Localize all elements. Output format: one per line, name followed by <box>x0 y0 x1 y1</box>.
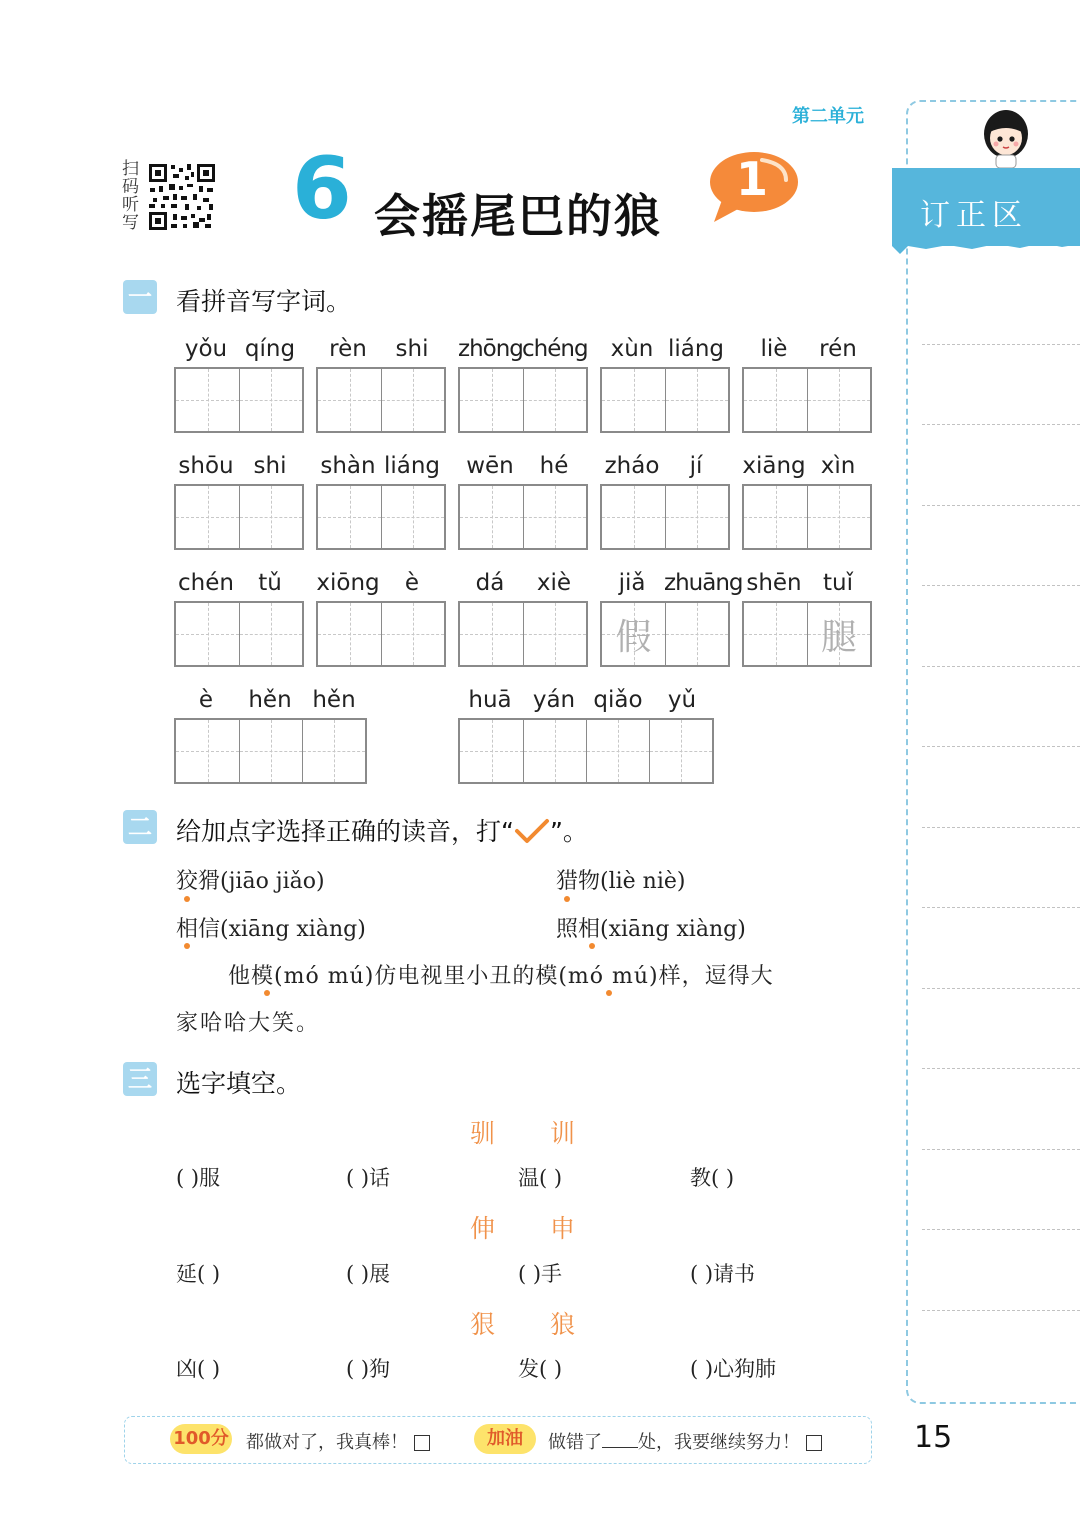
error-count-text <box>548 1428 822 1454</box>
pinyin-label: xiè <box>536 570 572 596</box>
pinyin-label: zhuāng <box>664 570 743 596</box>
correction-line <box>922 1229 1080 1230</box>
writing-grid[interactable] <box>600 484 730 550</box>
reading-item <box>176 864 325 895</box>
self-check-box[interactable] <box>806 1435 822 1451</box>
correction-line <box>922 1149 1080 1150</box>
qr-code-icon[interactable] <box>147 162 217 232</box>
girl-mascot-icon <box>978 106 1034 170</box>
pinyin-label: shēn <box>746 570 802 596</box>
lesson-part-bubble <box>704 148 800 224</box>
pinyin-label: tuǐ <box>823 570 853 596</box>
writing-grid[interactable] <box>316 367 446 433</box>
correction-line <box>922 344 1080 345</box>
section-2-title-end: ”。 <box>549 817 588 846</box>
fill-blank[interactable]: ( )手 <box>518 1262 563 1286</box>
pinyin-label: shi <box>253 453 287 479</box>
pinyin-label: rèn <box>329 336 367 362</box>
reading-word: 狡猾 <box>176 869 221 894</box>
pinyin-label: hěn <box>248 687 292 713</box>
pinyin-label: rén <box>819 336 857 362</box>
fill-blank[interactable]: ( )请书 <box>690 1262 756 1286</box>
banner-torn-edge <box>892 238 1080 254</box>
error-label-end: 处，我要继续努力！ <box>638 1432 800 1453</box>
error-count-blank[interactable] <box>602 1447 638 1448</box>
reading-sentence <box>228 959 774 990</box>
writing-grid[interactable] <box>174 601 304 667</box>
error-label-start: 做错了 <box>548 1432 602 1453</box>
correction-line <box>922 1310 1080 1311</box>
fill-blank[interactable]: ( )心狗肺 <box>690 1357 777 1381</box>
writing-grid[interactable] <box>174 367 304 433</box>
choice-character: 狠 <box>470 1310 496 1339</box>
section-3-title: 选字填空。 <box>176 1069 302 1098</box>
reading-options[interactable]: (liè niè) <box>600 869 686 894</box>
emphasis-dot <box>184 896 190 902</box>
section-3-icon: 三 <box>123 1062 157 1096</box>
keep-going-badge: 加油 <box>474 1424 536 1454</box>
reading-item <box>556 912 746 943</box>
pinyin-label: è <box>198 687 214 713</box>
fill-blank[interactable]: 发( ) <box>518 1357 563 1381</box>
correction-line <box>922 1068 1080 1069</box>
writing-grid[interactable] <box>600 601 730 667</box>
reading-word: 猎物 <box>556 869 601 894</box>
choice-character: 驯 <box>470 1119 496 1148</box>
checkmark-icon <box>514 818 550 844</box>
section-2-title <box>176 812 588 848</box>
section-1-icon: 一 <box>123 280 157 314</box>
pinyin-label: wēn <box>466 453 514 479</box>
fill-blank[interactable]: ( )服 <box>176 1166 221 1190</box>
pinyin-label: yán <box>532 687 576 713</box>
reading-options[interactable]: (mó mú) <box>274 964 375 989</box>
lesson-number: 6 <box>292 139 352 239</box>
writing-grid[interactable] <box>742 367 872 433</box>
writing-grid[interactable] <box>458 718 714 784</box>
pinyin-label: yǔ <box>667 687 697 713</box>
fill-blank[interactable]: 教( ) <box>690 1166 735 1190</box>
pinyin-label: è <box>404 570 420 596</box>
self-check-text <box>246 1428 430 1454</box>
pinyin-label: xiāng <box>742 453 806 479</box>
pinyin-label: hěn <box>312 687 356 713</box>
pinyin-label: jiǎ <box>618 570 646 596</box>
correction-line <box>922 907 1080 908</box>
pinyin-label: liè <box>760 336 788 362</box>
fill-blank[interactable]: 凶( ) <box>176 1357 221 1381</box>
pinyin-label: shōu <box>178 453 234 479</box>
page-number: 15 <box>914 1420 953 1455</box>
pinyin-label: xiōng <box>316 570 380 596</box>
correction-line <box>922 424 1080 425</box>
full-score-badge: 100分 <box>170 1424 232 1454</box>
sentence-line-2: 家哈哈大笑。 <box>176 1011 321 1036</box>
writing-grid[interactable] <box>316 484 446 550</box>
self-check-label: 都做对了，我真棒！ <box>246 1432 408 1453</box>
fill-blank[interactable]: ( )展 <box>346 1262 391 1286</box>
correction-title: 订正区 <box>920 198 1028 233</box>
pinyin-label: shàn <box>320 453 376 479</box>
correction-line <box>922 505 1080 506</box>
lesson-part-number: 1 <box>736 152 769 206</box>
qr-caption: 扫码听写 <box>122 159 139 233</box>
emphasis-dot <box>564 896 570 902</box>
correction-line <box>922 666 1080 667</box>
writing-grid[interactable] <box>600 367 730 433</box>
pinyin-label: qiǎo <box>593 687 643 713</box>
writing-grid[interactable] <box>458 601 588 667</box>
section-2-icon: 二 <box>123 810 157 844</box>
reading-word: 照相 <box>556 917 601 942</box>
writing-grid[interactable] <box>174 484 304 550</box>
correction-line <box>922 585 1080 586</box>
reading-options[interactable]: (xiāng xiàng) <box>600 917 746 942</box>
choice-character: 狼 <box>550 1310 576 1339</box>
writing-grid[interactable] <box>316 601 446 667</box>
writing-grid[interactable] <box>742 601 872 667</box>
reading-options[interactable]: (mó mú) <box>558 964 659 989</box>
pinyin-label: zháo <box>604 453 660 479</box>
hint-character: 腿 <box>820 616 857 658</box>
fill-blank[interactable]: ( )狗 <box>346 1357 391 1381</box>
self-check-box[interactable] <box>414 1435 430 1451</box>
reading-options[interactable]: (xiāng xiàng) <box>220 917 366 942</box>
sentence-part: 样，逗得大 <box>658 964 774 989</box>
emphasis-dot <box>589 943 595 949</box>
choice-character: 申 <box>550 1214 576 1243</box>
pinyin-label: liáng <box>667 336 725 362</box>
pinyin-label: tǔ <box>258 570 282 596</box>
correction-line <box>922 827 1080 828</box>
reading-item <box>176 912 366 943</box>
correction-line <box>922 988 1080 989</box>
pinyin-label: hé <box>539 453 569 479</box>
hint-character: 假 <box>615 616 652 658</box>
fill-blank[interactable]: ( )话 <box>346 1166 391 1190</box>
pinyin-label: xùn <box>610 336 654 362</box>
pinyin-label: liáng <box>383 453 441 479</box>
writing-grid[interactable] <box>458 484 588 550</box>
unit-label: 第二单元 <box>792 106 864 127</box>
pinyin-label: jí <box>689 453 703 479</box>
emphasis-dot <box>184 943 190 949</box>
sentence-part: 他模 <box>228 964 275 989</box>
emphasis-dot <box>264 990 270 996</box>
fill-blank[interactable]: 温( ) <box>518 1166 563 1190</box>
pinyin-label: huā <box>468 687 512 713</box>
section-1-title: 看拼音写字词。 <box>176 287 352 316</box>
choice-character: 训 <box>550 1119 576 1148</box>
pinyin-label: chéng <box>522 336 588 362</box>
writing-grid[interactable] <box>458 367 588 433</box>
pinyin-label: dá <box>475 570 505 596</box>
pinyin-label: zhōng <box>458 336 523 362</box>
emphasis-dot <box>606 990 612 996</box>
pinyin-label: qíng <box>244 336 296 362</box>
correction-line <box>922 746 1080 747</box>
choice-character: 伸 <box>470 1214 496 1243</box>
reading-word: 相信 <box>176 917 221 942</box>
section-2-title-text: 给加点字选择正确的读音，打“ <box>176 817 514 846</box>
pinyin-label: xìn <box>820 453 856 479</box>
pinyin-label: shi <box>395 336 429 362</box>
sentence-part: 仿电视里小丑的模 <box>374 964 559 989</box>
writing-grid[interactable] <box>174 718 367 784</box>
correction-area[interactable] <box>906 100 1080 1404</box>
writing-grid[interactable] <box>742 484 872 550</box>
fill-blank[interactable]: 延( ) <box>176 1262 221 1286</box>
pinyin-label: yǒu <box>184 336 228 362</box>
reading-options[interactable]: (jiāo jiǎo) <box>220 869 325 894</box>
lesson-title: 会摇尾巴的狼 <box>374 189 662 243</box>
pinyin-label: chén <box>178 570 234 596</box>
reading-item <box>556 864 686 895</box>
